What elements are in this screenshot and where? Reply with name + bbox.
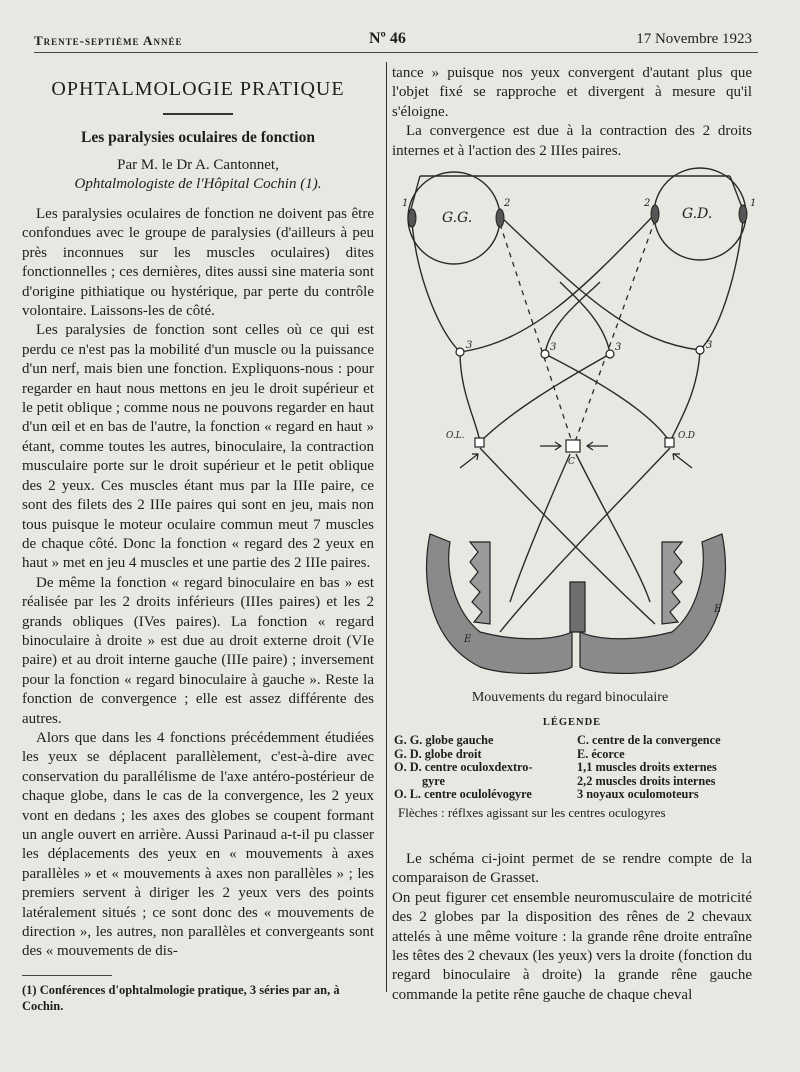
right-cortex-fold (662, 542, 682, 624)
paragraph: Les paralysies oculaires de fonction ne doivent pas être confondues avec le groupe de paralysies (d'ailleurs à peu près inconnues sur les muscles oculaires) dites fonctionnelles ; ces dernières, dites aussi sine materia sont d'origine pithiatique ou hystérique, par perte du contrôle volontaire. Laissons-les de côté. (22, 206, 374, 320)
right-muscle-1 (739, 205, 747, 223)
left-nucleus-inner (541, 350, 549, 358)
left-muscle-1 (408, 209, 416, 227)
paragraph: La convergence est due à la contraction des 2 droits internes et à l'action des 2 IIIes paires. (392, 123, 752, 159)
legend-right-column (577, 734, 721, 802)
right-muscle-2 (651, 205, 659, 223)
label-3-right-inner: 3 (615, 342, 622, 353)
label-2-right: 2 (644, 198, 651, 209)
dashed-right-globe-to-c (575, 220, 655, 442)
right-nucleus-outer (696, 346, 704, 354)
paragraph: tance » puisque nos yeux convergent d'autant plus que l'objet fixé se rapproche et divergent à mesure qu'il s'éloigne. (392, 65, 752, 120)
left-inner-nucleus-to-od (545, 354, 670, 442)
label-e-right: E (714, 604, 722, 615)
ol-to-right-cortex (480, 448, 655, 624)
volume-year: Trente-septième Année (34, 33, 183, 48)
right-outer-muscle-line (700, 220, 743, 350)
label-3-right-outer: 3 (706, 340, 713, 351)
label-1-right: 1 (750, 198, 757, 209)
left-column (22, 74, 374, 962)
article-byline: Par M. le Dr A. Cantonnet, (117, 157, 279, 173)
footnote: (1) Conférences d'ophtalmologie pratique, 3 séries par an, à Cochin. (22, 983, 340, 1013)
legend-item: 2,2 muscles droits internes (577, 773, 716, 788)
legend-item: O. D. centre oculoxdextro- (394, 760, 533, 775)
label-od: O.D (678, 431, 695, 441)
label-gd: G.D. (682, 206, 713, 222)
page-header (34, 30, 758, 53)
figure-caption: Mouvements du regard binoculaire (471, 690, 669, 705)
arrow-to-od (674, 454, 692, 468)
arrow-to-ol (460, 454, 478, 468)
c-to-left-cortex (510, 454, 570, 602)
label-c: C (568, 457, 575, 467)
label-e-left: E (464, 634, 472, 645)
legend-title: LÉGENDE (542, 717, 602, 728)
right-column-bottom (392, 850, 752, 1005)
center-ol (475, 438, 484, 447)
legend-item: E. écorce (577, 746, 625, 761)
right-inner-nucleus-to-ol (480, 354, 610, 442)
paragraph: Les paralysies de fonction sont celles où ce qui est perdu ce n'est pas la mobilité d'un muscle ou la puissance d'un nerf, mais bien une fonction. Expliquons-nous : pour regarder en haut nous mettons en jeu le droit supérieur et le petit oblique ; comme nous ne pouvons regarder en haut d'un œil et en bas de l'autre, la fonction « regard en haut » étant, comme toutes les autres, binoculaire, la contraction musculaire porte sur le droit supérieur et le petit oblique des 2 yeux. Ces muscles étant mus par la IIIe paire, ce sont des filets des 2 IIIe paires qui sont en jeu, mais non tous puisque le moteur oculaire commun meut 7 muscles de chaque côté. Donc la fonction « regard des 2 yeux en haut » met en jeu 4 muscles et une partie des 2 IIIe paires. (22, 322, 374, 572)
legend-item: G. D. globe droit (394, 746, 482, 761)
label-1-left: 1 (402, 198, 409, 209)
arrows-note: Flèches : réflxes agissant sur les centres oculogyres (398, 805, 666, 820)
c-to-right-cortex (576, 454, 650, 602)
left-outer-muscle-line (412, 224, 460, 352)
arrow-to-od-head (673, 454, 680, 460)
label-ol: O.L. (446, 431, 465, 441)
legend-item: gyre (422, 773, 445, 788)
legend-item: O. L. centre oculolévogyre (394, 787, 532, 802)
left-muscle-2 (496, 209, 504, 227)
label-3-left-outer: 3 (466, 340, 473, 351)
article-title: Les paralysies oculaires de fonction (81, 129, 315, 146)
column-divider (386, 62, 387, 992)
left-nucleus-outer (456, 348, 464, 356)
legend-left-column (394, 734, 533, 802)
paragraph: On peut figurer cet ensemble neuromusculaire de motricité des 2 globes par la disposition des rênes de 2 chevaux attelés à une même voiture : la grande rêne droite entraîne les têtes des 2 chevaux (les yeux) vers la droite (fonction du regard binoculaire à droite) la grande rêne gauche commande la petite rêne gauche de chaque cheval (392, 889, 752, 1003)
label-2-left: 2 (504, 198, 511, 209)
crossing-line-left-to-right (500, 216, 700, 350)
right-inner-nucleus-upper (560, 282, 610, 354)
section-title: OPHTALMOLOGIE PRATIQUE (51, 78, 345, 100)
right-cortex (580, 534, 725, 673)
left-cortex (427, 534, 572, 673)
nucleus-right-to-od (670, 350, 700, 442)
legend-item: G. G. globe gauche (394, 733, 494, 747)
binocular-gaze-diagram (400, 162, 758, 682)
nucleus-left-to-ol (460, 352, 480, 442)
center-c (566, 440, 580, 452)
paragraph: De même la fonction « regard binoculaire en bas » est réalisée par les 2 droits inférieurs (IIIes paires) et les 2 grands obliques (IVes paires). La fonction « regard binoculaire à droite » est due au droit externe droit (VIe paire) et au droit interne gauche (IIIe paire) ; inversement pour la fonction « regard binoculaire à gauche ». Reste la fonction de convergence ; elle est assez différente des autres. (22, 574, 374, 727)
issue-date: 17 Novembre 1923 (636, 31, 752, 47)
legend-item: 3 noyaux oculomoteurs (577, 787, 699, 802)
label-gg: G.G. (442, 210, 473, 226)
label-3-left-inner: 3 (550, 342, 557, 353)
author-affiliation: Ophtalmologiste de l'Hôpital Cochin (1). (74, 176, 322, 192)
footnote-rule (22, 975, 112, 976)
dashed-left-globe-to-c (500, 224, 572, 442)
title-rule (163, 113, 233, 115)
left-cortex-fold (470, 542, 490, 624)
right-nucleus-inner (606, 350, 614, 358)
center-od (665, 438, 674, 447)
legend-item: 1,1 muscles droits externes (577, 760, 717, 775)
crossing-line-right-to-left (460, 214, 655, 352)
right-column-top (392, 64, 752, 161)
left-inner-gyri (570, 582, 585, 632)
issue-number: Nº 46 (369, 30, 406, 47)
paragraph: Le schéma ci-joint permet de se rendre compte de la comparaison de Grasset. (392, 851, 752, 887)
legend-item: C. centre de la convergence (577, 733, 721, 747)
paragraph: Alors que dans les 4 fonctions précédemment étudiées les yeux se déplacent parallèlement, c'est-à-dire avec conservation du parallélisme de l'axe antéro-postérieur de chaque globe, dans le cas de la convergence, les 2 yeux vont en dedans ; les axes des globes se coupent formant un angle ouvert en arrière. Aussi Parinaud a-t-il pu classer les déplacements des yeux en « mouvements à axes parallèles » et « mouvements à axes non parallèles » ; les premiers servent à diriger les 2 yeux vers des points latéralement situés ; ce sont donc des « mouvements de direction », les autres, non parallèles et convergeants sont des « mouvements de dis- (22, 729, 374, 960)
